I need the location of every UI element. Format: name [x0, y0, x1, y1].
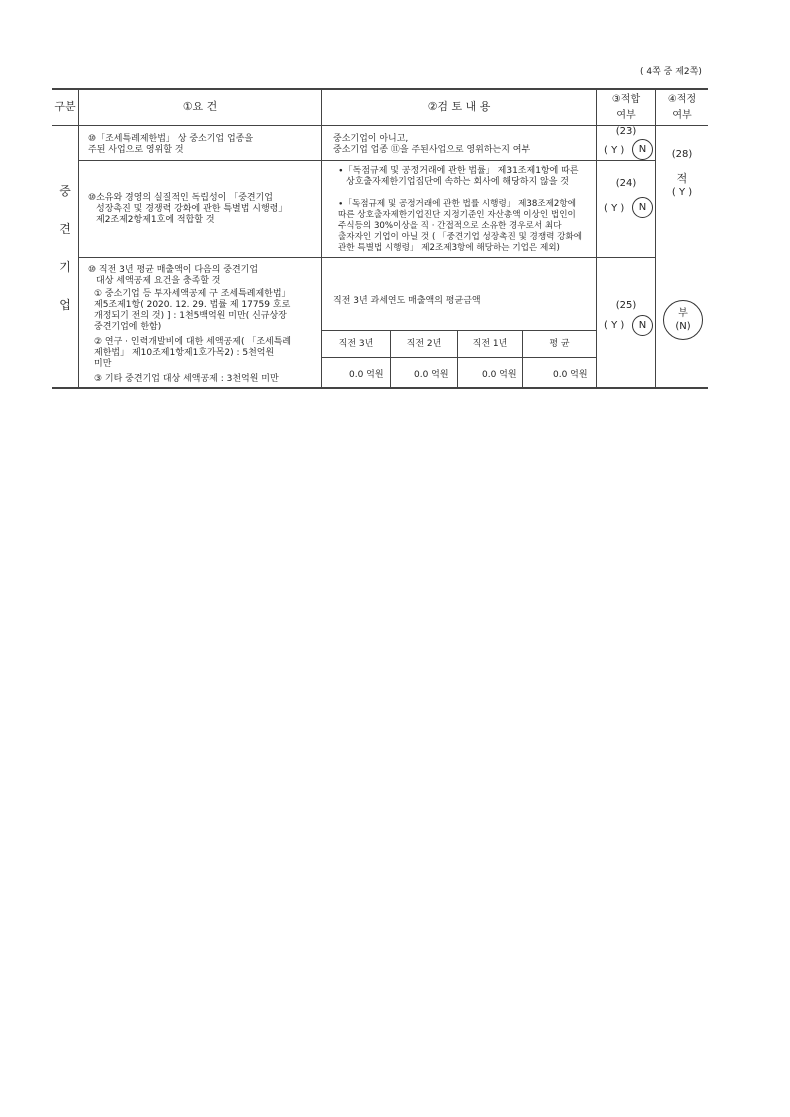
row3-req-item1-line2: 제5조제1항( 2020. 12. 29. 법률 제 17759 호로 — [94, 300, 291, 310]
row2-review2-line4: 출자자인 기업이 아닐 것 ( 「중견기업 성장촉진 및 경쟁력 강화에 — [338, 232, 583, 242]
row2-review2-line5: 관한 특별법 시행령」 제2조제3항에 해당하는 기업은 제외) — [338, 243, 560, 253]
row-divider-1 — [78, 160, 655, 161]
proper-bottom-n: (N) — [675, 321, 691, 332]
row3-requirement-intro — [88, 265, 258, 287]
amount-1yr: 0.0 억원 — [482, 370, 517, 380]
category-label — [52, 172, 78, 324]
category-char-1: 중 — [59, 184, 71, 198]
table-bottom-border — [52, 387, 708, 389]
row3-yes: ( Y ) — [604, 320, 625, 331]
header-fit-line2: 여부 — [616, 110, 636, 121]
row3-requirement-item3: ③ 기타 중견기업 대상 세액공제 : 3천억원 미만 — [94, 374, 279, 384]
row3-review: 직전 3년 과세연도 매출액의 평균금액 — [333, 296, 481, 306]
header-gubun: 구분 — [54, 100, 76, 113]
row2-review-2 — [338, 199, 582, 254]
row1-yes: ( Y ) — [604, 145, 625, 156]
header-requirement: ①요 건 — [182, 100, 218, 113]
row2-review2-line1: ∙「독점규제 및 공정거래에 관한 법률 시행령」 제38조제2항에 — [338, 199, 576, 209]
header-proper — [656, 92, 708, 124]
row2-req-line1: ⑩소유와 경영의 실질적인 독립성이 「중견기업 — [88, 193, 274, 203]
amount-2yr: 0.0 억원 — [414, 370, 449, 380]
row2-review-1 — [338, 166, 579, 188]
row1-num: (23) — [615, 126, 637, 137]
subtable-top — [321, 330, 596, 331]
proper-num: (28) — [671, 149, 693, 160]
row3-req-item1-line4: 중견기업에 한함) — [94, 322, 162, 332]
year-header-avg: 평 균 — [549, 339, 570, 349]
row3-no-circled: N — [632, 315, 653, 336]
row2-num: (24) — [615, 178, 637, 189]
row2-requirement — [88, 193, 287, 226]
row1-req-line2: 주된 사업으로 영위할 것 — [88, 145, 184, 155]
row2-review2-line2: 따른 상호출자제한기업진단 지정기준인 자산총액 이상인 법인이 — [338, 210, 576, 220]
row-divider-2 — [78, 257, 655, 258]
proper-value-top: 적 — [676, 172, 688, 185]
amount-avg: 0.0 억원 — [553, 370, 588, 380]
year-header-3: 직전 3년 — [338, 339, 374, 349]
page-indicator: ( 4쪽 중 제2쪽) — [640, 67, 702, 77]
header-fit — [597, 92, 655, 124]
row2-no-circled: N — [632, 197, 653, 218]
row3-req-item1-line3: 개정되기 전의 것) ] : 1천5백억원 미만( 신규상장 — [94, 311, 287, 321]
header-proper-line2: 여부 — [672, 110, 692, 121]
row3-req-item2-line1: ② 연구 · 인력개발비에 대한 세액공제( 「조세특례 — [94, 337, 292, 347]
row1-no-circled: N — [632, 139, 653, 160]
row3-req-item2-line2: 제한법」 제10조제1항제1호가목2) : 5천억원 — [94, 348, 275, 358]
row2-yes: ( Y ) — [604, 203, 625, 214]
proper-bottom-value: 부 — [678, 308, 688, 319]
row3-req-item2-line3: 미만 — [94, 359, 112, 369]
proper-result-circled — [663, 300, 703, 340]
amount-3yr: 0.0 억원 — [349, 370, 384, 380]
header-fit-line1: ③적합 — [611, 94, 641, 105]
row1-review-line2: 중소기업 업종 ⑪을 주된사업으로 영위하는지 여부 — [333, 145, 531, 155]
year-header-2: 직전 2년 — [406, 339, 442, 349]
proper-yes: ( Y ) — [671, 187, 693, 198]
row3-num: (25) — [615, 300, 637, 311]
col-divider-4 — [655, 89, 656, 387]
table-top-border — [52, 88, 708, 90]
row3-req-item1-line1: ① 중소기업 등 투자세액공제 구 조세특례제한법」 — [94, 289, 291, 299]
row2-req-line2: 성장촉진 및 경쟁력 강화에 관한 특별법 시행령」 — [96, 204, 288, 214]
col-divider-1 — [78, 89, 79, 387]
row1-requirement — [88, 134, 253, 156]
year-header-1: 직전 1년 — [472, 339, 508, 349]
row1-review-line1: 중소기업이 아니고, — [333, 134, 409, 144]
category-char-4: 업 — [59, 298, 71, 312]
row2-review1-line1: ∙「독점규제 및 공정거래에 관한 법률」 제31조제1항에 따른 — [338, 166, 579, 176]
row3-requirement-item1 — [94, 289, 291, 333]
category-char-2: 견 — [59, 222, 71, 236]
row2-review1-line2: 상호출자제한기업집단에 속하는 회사에 해당하지 않을 것 — [346, 177, 569, 187]
row2-review2-line3: 주식등의 30%이상을 직 · 간접적으로 소유한 경우로서 최다 — [338, 221, 562, 231]
row2-req-line3: 제2조제2항제1호에 적합할 것 — [96, 215, 215, 225]
subtable-mid — [321, 357, 596, 358]
row1-req-line1: ⑩「조세특례제한법」 상 중소기업 업종을 — [88, 134, 254, 144]
row1-review — [333, 134, 530, 156]
row3-req-intro-line2: 대상 세액공제 요건을 충족할 것 — [96, 276, 221, 286]
header-proper-line1: ④적정 — [667, 94, 697, 105]
category-char-3: 기 — [59, 260, 71, 274]
row3-requirement-item2 — [94, 337, 291, 370]
header-review: ②검 토 내 용 — [427, 100, 491, 113]
row3-req-intro-line1: ⑩ 직전 3년 평균 매출액이 다음의 중견기업 — [88, 265, 259, 275]
